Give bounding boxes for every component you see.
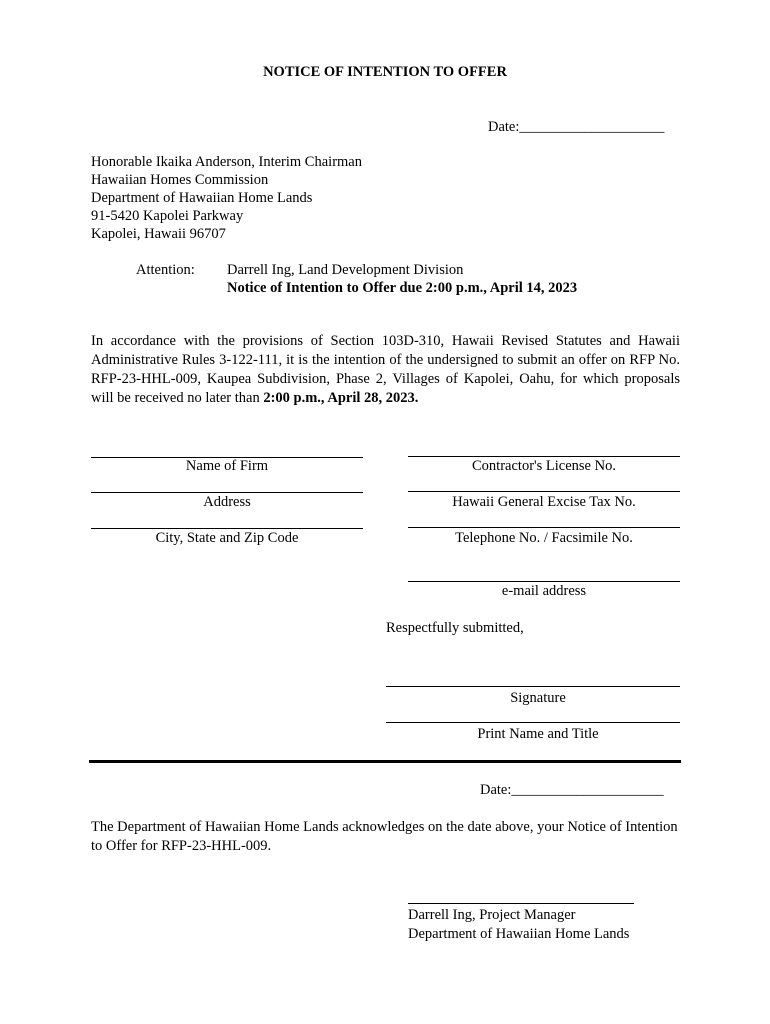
signatory-dept: Department of Hawaiian Home Lands xyxy=(408,926,630,942)
signature-line[interactable] xyxy=(386,686,680,687)
excise-tax-line[interactable] xyxy=(408,491,680,492)
address-line-field[interactable] xyxy=(91,492,363,493)
paragraph-deadline: 2:00 p.m., April 28, 2023. xyxy=(263,390,419,406)
contractor-license-line[interactable] xyxy=(408,456,680,457)
manager-signature-line[interactable] xyxy=(408,903,634,904)
print-name-line[interactable] xyxy=(386,722,680,723)
email-label: e-mail address xyxy=(501,583,587,599)
city-state-zip-label: City, State and Zip Code xyxy=(155,530,299,546)
address-line: Department of Hawaiian Home Lands xyxy=(91,190,313,206)
signatory-block xyxy=(408,906,629,944)
address-line: 91-5420 Kapolei Parkway xyxy=(91,208,244,224)
paragraph-text: In accordance with the provisions of Section 103D-310, Hawaii Revised Statutes and Hawaii Administrative Rules 3-122-111, it is the intention of the undersigned to submit an offer on RFP No. RFP-23-HHL-009, Kaupea Subdivision, Phase 2, Villages of Kapolei, Oahu, for which proposals will be received no later than xyxy=(91,333,680,406)
address-line: Hawaiian Homes Commission xyxy=(91,172,269,188)
recipient-address xyxy=(91,153,362,243)
address-label: Address xyxy=(203,494,251,510)
date-field-top[interactable]: Date:____________________ xyxy=(488,119,665,135)
firm-name-label: Name of Firm xyxy=(185,458,269,474)
telephone-line[interactable] xyxy=(408,527,680,528)
address-line: Kapolei, Hawaii 96707 xyxy=(91,226,226,242)
attention-name: Darrell Ing, Land Development Division xyxy=(227,262,464,278)
telephone-label: Telephone No. / Facsimile No. xyxy=(455,530,633,546)
intent-paragraph xyxy=(91,332,680,408)
section-divider xyxy=(89,760,681,763)
address-line: Honorable Ikaika Anderson, Interim Chairman xyxy=(91,154,362,170)
acknowledgement-text: The Department of Hawaiian Home Lands acknowledges on the date above, your Notice of Intention to Offer for RFP-23-HHL-009. xyxy=(91,819,678,854)
city-state-zip-line[interactable] xyxy=(91,528,363,529)
attention-notice: Notice of Intention to Offer due 2:00 p.m., April 14, 2023 xyxy=(227,280,578,296)
respectfully-submitted: Respectfully submitted, xyxy=(386,620,524,636)
signatory-name: Darrell Ing, Project Manager xyxy=(408,907,576,923)
attention-label: Attention: xyxy=(136,262,195,278)
document-title: NOTICE OF INTENTION TO OFFER xyxy=(263,64,507,80)
print-name-label: Print Name and Title xyxy=(477,726,599,742)
date-field-bottom[interactable]: Date:_____________________ xyxy=(480,782,664,798)
contractor-license-label: Contractor's License No. xyxy=(472,458,616,474)
excise-tax-label: Hawaii General Excise Tax No. xyxy=(452,494,636,510)
signature-label: Signature xyxy=(510,690,566,706)
email-line[interactable] xyxy=(408,581,680,582)
